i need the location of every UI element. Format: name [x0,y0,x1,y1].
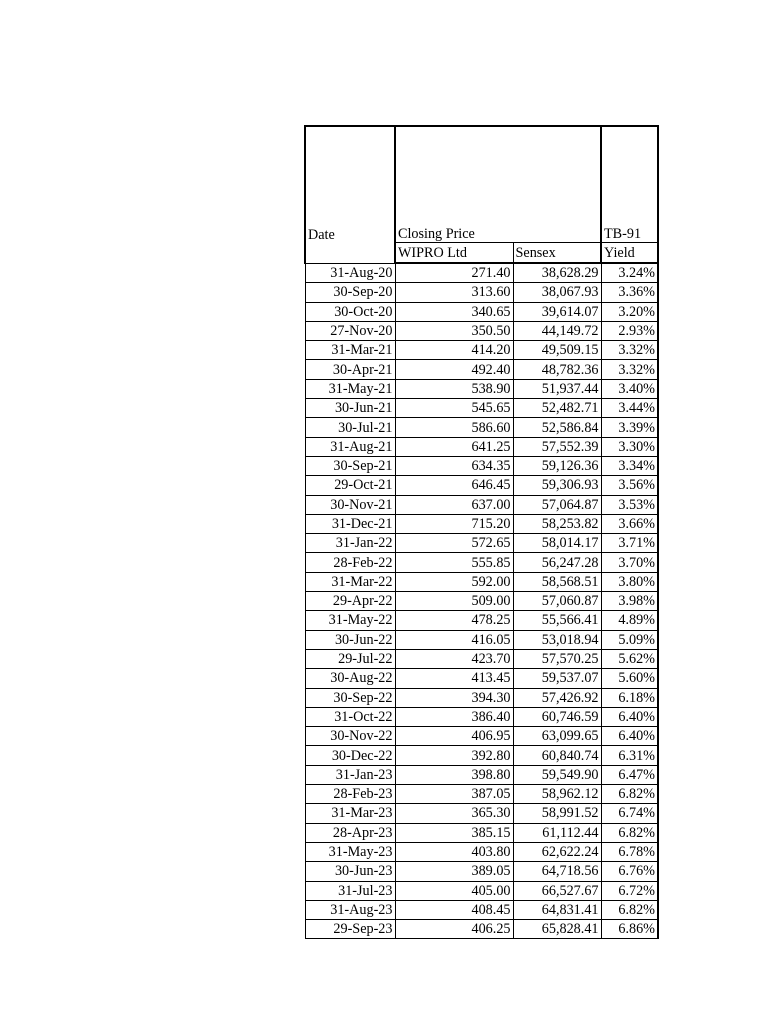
table-body [305,263,658,939]
tb91-yield-cell: 6.82% [601,823,658,842]
sensex-value-cell: 60,840.74 [513,746,601,765]
date-cell: 30-Sep-22 [305,688,395,707]
date-cell: 27-Nov-20 [305,321,395,340]
wipro-price-cell: 586.60 [395,418,513,437]
wipro-price-cell: 509.00 [395,592,513,611]
table-row [305,283,658,302]
price-data-table [304,125,659,939]
table-row [305,804,658,823]
wipro-price-cell: 538.90 [395,379,513,398]
date-cell: 30-Oct-20 [305,302,395,321]
wipro-price-cell: 403.80 [395,842,513,861]
date-cell: 30-Aug-22 [305,669,395,688]
tb91-yield-cell: 6.40% [601,707,658,726]
tb91-yield-cell: 6.72% [601,881,658,900]
sensex-value-cell: 57,426.92 [513,688,601,707]
tb91-yield-cell: 3.34% [601,456,658,475]
date-header: Date [305,126,395,263]
table-row [305,592,658,611]
wipro-price-cell: 389.05 [395,862,513,881]
table-row [305,534,658,553]
date-cell: 31-Mar-23 [305,804,395,823]
sensex-value-cell: 44,149.72 [513,321,601,340]
wipro-price-cell: 406.95 [395,727,513,746]
sensex-value-cell: 51,937.44 [513,379,601,398]
wipro-price-cell: 271.40 [395,263,513,283]
table-row [305,572,658,591]
wipro-price-cell: 414.20 [395,341,513,360]
tb91-yield-cell: 5.62% [601,649,658,668]
table-row [305,514,658,533]
sensex-value-cell: 38,628.29 [513,263,601,283]
table-row [305,399,658,418]
sensex-value-cell: 62,622.24 [513,842,601,861]
sensex-value-cell: 52,586.84 [513,418,601,437]
tb91-yield-cell: 3.32% [601,360,658,379]
table-row [305,669,658,688]
tb91-yield-cell: 3.70% [601,553,658,572]
tb91-yield-cell: 3.40% [601,379,658,398]
date-cell: 31-May-23 [305,842,395,861]
tb91-yield-cell: 3.66% [601,514,658,533]
table-row [305,630,658,649]
tb91-yield-cell: 6.78% [601,842,658,861]
table-row [305,765,658,784]
date-cell: 31-Mar-22 [305,572,395,591]
sensex-value-cell: 58,991.52 [513,804,601,823]
wipro-price-cell: 408.45 [395,900,513,919]
date-cell: 31-Jan-22 [305,534,395,553]
sensex-value-cell: 60,746.59 [513,707,601,726]
table-row [305,862,658,881]
table-row [305,746,658,765]
table-row [305,495,658,514]
tb91-yield-cell: 5.60% [601,669,658,688]
wipro-price-cell: 637.00 [395,495,513,514]
wipro-price-cell: 646.45 [395,476,513,495]
table-row [305,360,658,379]
sensex-value-cell: 64,831.41 [513,900,601,919]
wipro-price-cell: 641.25 [395,437,513,456]
table-row [305,456,658,475]
table-row [305,785,658,804]
date-cell: 30-Nov-22 [305,727,395,746]
tb91-yield-cell: 6.40% [601,727,658,746]
table-row [305,881,658,900]
date-cell: 30-Nov-21 [305,495,395,514]
wipro-price-cell: 386.40 [395,707,513,726]
sensex-value-cell: 65,828.41 [513,920,601,939]
sensex-value-cell: 61,112.44 [513,823,601,842]
date-cell: 31-May-21 [305,379,395,398]
sensex-value-cell: 57,552.39 [513,437,601,456]
table-row [305,842,658,861]
tb91-yield-cell: 6.18% [601,688,658,707]
tb91-yield-cell: 3.24% [601,263,658,283]
date-cell: 30-Sep-21 [305,456,395,475]
tb91-yield-cell: 6.76% [601,862,658,881]
table-row [305,823,658,842]
wipro-price-cell: 394.30 [395,688,513,707]
tb91-yield-cell: 3.44% [601,399,658,418]
wipro-price-cell: 340.65 [395,302,513,321]
date-cell: 30-Apr-21 [305,360,395,379]
date-cell: 31-Jan-23 [305,765,395,784]
tb91-yield-cell: 6.86% [601,920,658,939]
date-cell: 30-Jul-21 [305,418,395,437]
wipro-price-cell: 406.25 [395,920,513,939]
date-cell: 29-Sep-23 [305,920,395,939]
tb91-yield-cell: 2.93% [601,321,658,340]
tb91-yield-cell: 6.82% [601,785,658,804]
tb91-yield-cell: 3.98% [601,592,658,611]
sensex-value-cell: 63,099.65 [513,727,601,746]
tb91-yield-cell: 3.71% [601,534,658,553]
sensex-value-cell: 57,060.87 [513,592,601,611]
wipro-price-cell: 555.85 [395,553,513,572]
wipro-price-cell: 478.25 [395,611,513,630]
wipro-price-cell: 572.65 [395,534,513,553]
sensex-value-cell: 52,482.71 [513,399,601,418]
tb91-yield-cell: 6.74% [601,804,658,823]
table-row [305,688,658,707]
sensex-value-cell: 58,568.51 [513,572,601,591]
tb91-yield-cell: 3.56% [601,476,658,495]
sensex-value-cell: 59,126.36 [513,456,601,475]
sensex-value-cell: 57,570.25 [513,649,601,668]
wipro-price-cell: 413.45 [395,669,513,688]
tb91-yield-cell: 3.39% [601,418,658,437]
sensex-value-cell: 38,067.93 [513,283,601,302]
date-cell: 31-Oct-22 [305,707,395,726]
header-row-top [305,126,658,243]
sensex-value-cell: 39,614.07 [513,302,601,321]
tb91-yield-cell: 3.80% [601,572,658,591]
tb91-yield-cell: 3.20% [601,302,658,321]
sensex-value-cell: 55,566.41 [513,611,601,630]
table-row [305,437,658,456]
wipro-price-cell: 492.40 [395,360,513,379]
wipro-price-cell: 398.80 [395,765,513,784]
date-cell: 30-Sep-20 [305,283,395,302]
wipro-price-cell: 634.35 [395,456,513,475]
date-cell: 30-Jun-21 [305,399,395,418]
date-cell: 31-Aug-23 [305,900,395,919]
wipro-price-cell: 392.80 [395,746,513,765]
wipro-price-cell: 313.60 [395,283,513,302]
wipro-price-cell: 350.50 [395,321,513,340]
sensex-value-cell: 59,306.93 [513,476,601,495]
date-cell: 31-Dec-21 [305,514,395,533]
table-row [305,611,658,630]
tb91-yield-cell: 5.09% [601,630,658,649]
table-row [305,649,658,668]
date-cell: 30-Jun-23 [305,862,395,881]
date-cell: 28-Feb-22 [305,553,395,572]
sensex-value-cell: 57,064.87 [513,495,601,514]
sensex-value-cell: 58,253.82 [513,514,601,533]
date-cell: 29-Oct-21 [305,476,395,495]
sensex-value-cell: 53,018.94 [513,630,601,649]
table-row [305,302,658,321]
yield-header: Yield [601,243,658,264]
date-cell: 31-Aug-20 [305,263,395,283]
wipro-price-cell: 715.20 [395,514,513,533]
date-cell: 31-Mar-21 [305,341,395,360]
tb91-yield-cell: 6.82% [601,900,658,919]
closing-price-header: Closing Price [395,126,601,243]
tb91-yield-cell: 3.36% [601,283,658,302]
table-row [305,379,658,398]
tb91-yield-cell: 3.32% [601,341,658,360]
wipro-price-cell: 387.05 [395,785,513,804]
table-row [305,727,658,746]
date-cell: 28-Feb-23 [305,785,395,804]
table-row [305,900,658,919]
wipro-price-cell: 545.65 [395,399,513,418]
wipro-price-cell: 405.00 [395,881,513,900]
table-row [305,263,658,283]
sensex-header: Sensex [513,243,601,264]
table-row [305,920,658,939]
sensex-value-cell: 64,718.56 [513,862,601,881]
wipro-price-cell: 423.70 [395,649,513,668]
sensex-value-cell: 66,527.67 [513,881,601,900]
wipro-price-cell: 592.00 [395,572,513,591]
table-row [305,707,658,726]
wipro-price-cell: 416.05 [395,630,513,649]
tb91-header: TB-91 [601,126,658,243]
date-cell: 31-May-22 [305,611,395,630]
tb91-yield-cell: 4.89% [601,611,658,630]
wipro-price-cell: 385.15 [395,823,513,842]
tb91-yield-cell: 3.53% [601,495,658,514]
tb91-yield-cell: 3.30% [601,437,658,456]
table-row [305,341,658,360]
wipro-header: WIPRO Ltd [395,243,513,264]
sensex-value-cell: 59,537.07 [513,669,601,688]
date-cell: 29-Apr-22 [305,592,395,611]
tb91-yield-cell: 6.31% [601,746,658,765]
sensex-value-cell: 59,549.90 [513,765,601,784]
sensex-value-cell: 58,962.12 [513,785,601,804]
sensex-value-cell: 49,509.15 [513,341,601,360]
date-cell: 29-Jul-22 [305,649,395,668]
table-row [305,418,658,437]
sensex-value-cell: 58,014.17 [513,534,601,553]
wipro-price-cell: 365.30 [395,804,513,823]
table-row [305,476,658,495]
date-cell: 28-Apr-23 [305,823,395,842]
date-cell: 31-Aug-21 [305,437,395,456]
table-row [305,321,658,340]
table-row [305,553,658,572]
sensex-value-cell: 56,247.28 [513,553,601,572]
date-cell: 30-Jun-22 [305,630,395,649]
date-cell: 30-Dec-22 [305,746,395,765]
sensex-value-cell: 48,782.36 [513,360,601,379]
tb91-yield-cell: 6.47% [601,765,658,784]
date-cell: 31-Jul-23 [305,881,395,900]
